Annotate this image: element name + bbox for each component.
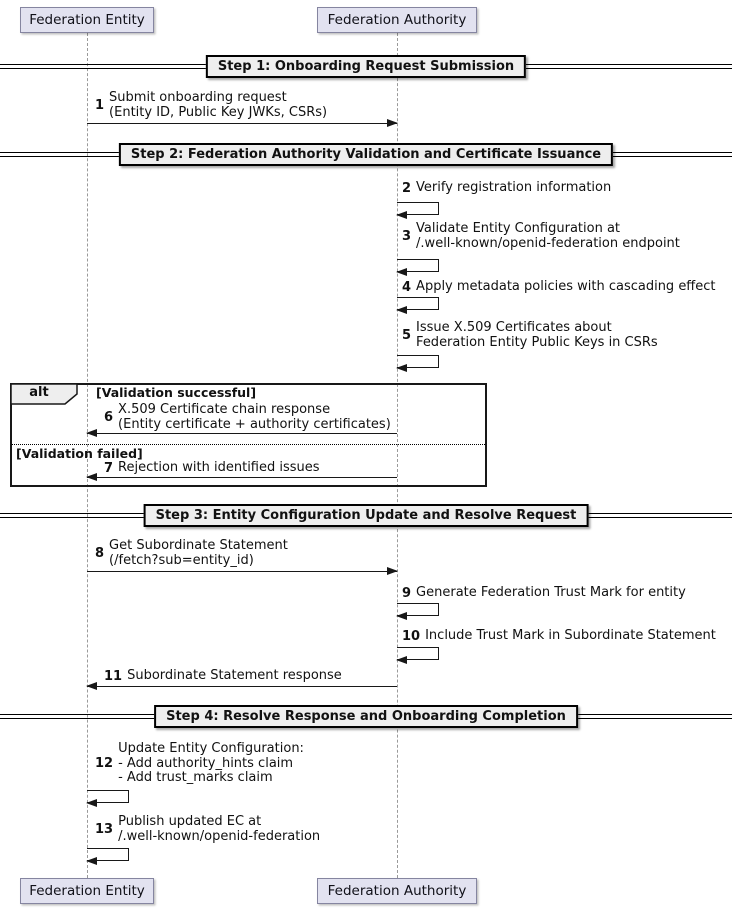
divider-label: Step 4: Resolve Response and Onboarding Completion	[154, 705, 578, 728]
arrowhead-left-icon	[396, 211, 407, 219]
self-message-arrow	[397, 297, 439, 310]
message-text: Publish updated EC at /.well-known/openid-federation	[118, 814, 321, 844]
arrowhead-right-icon	[387, 567, 398, 575]
message-label	[104, 461, 320, 476]
message-label	[402, 280, 716, 295]
message-number: 4	[402, 280, 412, 295]
alt-guard-success: [Validation successful]	[96, 385, 257, 400]
message-number: 7	[104, 461, 114, 476]
message-text: Include Trust Mark in Subordinate Statement	[425, 628, 716, 644]
message-label	[95, 539, 288, 568]
participant-federation-authority-bottom	[317, 878, 477, 904]
self-message-arrow	[397, 259, 439, 272]
arrowhead-left-icon	[86, 682, 97, 690]
message-label	[104, 669, 342, 684]
message-label	[104, 403, 391, 432]
message-label	[402, 181, 611, 196]
arrowhead-left-icon	[396, 306, 407, 314]
self-message-arrow	[397, 647, 439, 660]
arrowhead-left-icon	[396, 364, 407, 372]
message-label	[95, 742, 304, 786]
participant-label: Federation Authority	[327, 12, 467, 28]
self-message-arrow	[397, 355, 439, 368]
participant-label: Federation Entity	[29, 12, 145, 28]
message-arrow	[87, 477, 397, 478]
message-text: X.509 Certificate chain response (Entity certificate + authority certificates)	[118, 402, 391, 432]
message-text: Issue X.509 Certificates about Federation Entity Public Keys in CSRs	[416, 320, 658, 350]
message-number: 3	[402, 229, 412, 244]
divider-label: Step 3: Entity Configuration Update and Resolve Request	[144, 504, 589, 527]
message-number: 8	[95, 546, 105, 561]
self-message-arrow	[87, 848, 129, 861]
message-text: Generate Federation Trust Mark for entity	[416, 585, 686, 601]
message-text: Subordinate Statement response	[127, 668, 342, 684]
message-number: 12	[95, 756, 114, 772]
alt-guard-failed: [Validation failed]	[16, 446, 143, 461]
message-number: 5	[402, 328, 412, 343]
participant-label: Federation Entity	[29, 883, 145, 899]
message-label	[402, 222, 680, 251]
message-label	[402, 586, 686, 601]
message-label	[402, 321, 658, 350]
divider-label: Step 2: Federation Authority Validation and Certificate Issuance	[119, 143, 613, 166]
message-text: Submit onboarding request (Entity ID, Public Key JWKs, CSRs)	[109, 90, 328, 120]
message-label	[95, 91, 327, 120]
participant-federation-authority-top	[317, 7, 477, 33]
message-text: Apply metadata policies with cascading effect	[416, 279, 716, 295]
arrowhead-left-icon	[396, 612, 407, 620]
self-message-arrow	[397, 202, 439, 215]
arrowhead-left-icon	[86, 473, 97, 481]
alt-else-separator	[12, 444, 485, 445]
self-message-arrow	[87, 790, 129, 803]
participant-label: Federation Authority	[327, 883, 467, 899]
message-number: 10	[402, 629, 421, 644]
message-number: 13	[95, 822, 114, 837]
participant-federation-entity-top	[20, 7, 154, 33]
message-number: 11	[104, 669, 123, 684]
arrowhead-right-icon	[387, 119, 398, 127]
message-arrow	[87, 123, 397, 124]
message-arrow	[87, 433, 397, 434]
message-text: Get Subordinate Statement (/fetch?sub=entity_id)	[109, 538, 288, 568]
message-text: Rejection with identified issues	[118, 460, 320, 476]
message-label	[402, 629, 716, 644]
arrowhead-left-icon	[86, 429, 97, 437]
message-text: Validate Entity Configuration at /.well-known/openid-federation endpoint	[416, 221, 680, 251]
self-message-arrow	[397, 603, 439, 616]
divider-label: Step 1: Onboarding Request Submission	[206, 55, 526, 78]
message-arrow	[87, 686, 397, 687]
alt-fragment-label	[11, 384, 79, 405]
message-number: 1	[95, 98, 105, 113]
message-number: 2	[402, 181, 412, 196]
message-text: Verify registration information	[416, 180, 612, 196]
arrowhead-left-icon	[86, 799, 97, 807]
participant-federation-entity-bottom	[20, 878, 154, 904]
message-arrow	[87, 571, 397, 572]
message-number: 9	[402, 586, 412, 601]
arrowhead-left-icon	[396, 656, 407, 664]
arrowhead-left-icon	[86, 857, 97, 865]
arrowhead-left-icon	[396, 268, 407, 276]
message-text: Update Entity Configuration: - Add authority_hints claim - Add trust_marks claim	[118, 741, 304, 785]
alt-label-text: alt	[29, 385, 49, 400]
message-label	[95, 815, 320, 844]
message-number: 6	[104, 410, 114, 425]
